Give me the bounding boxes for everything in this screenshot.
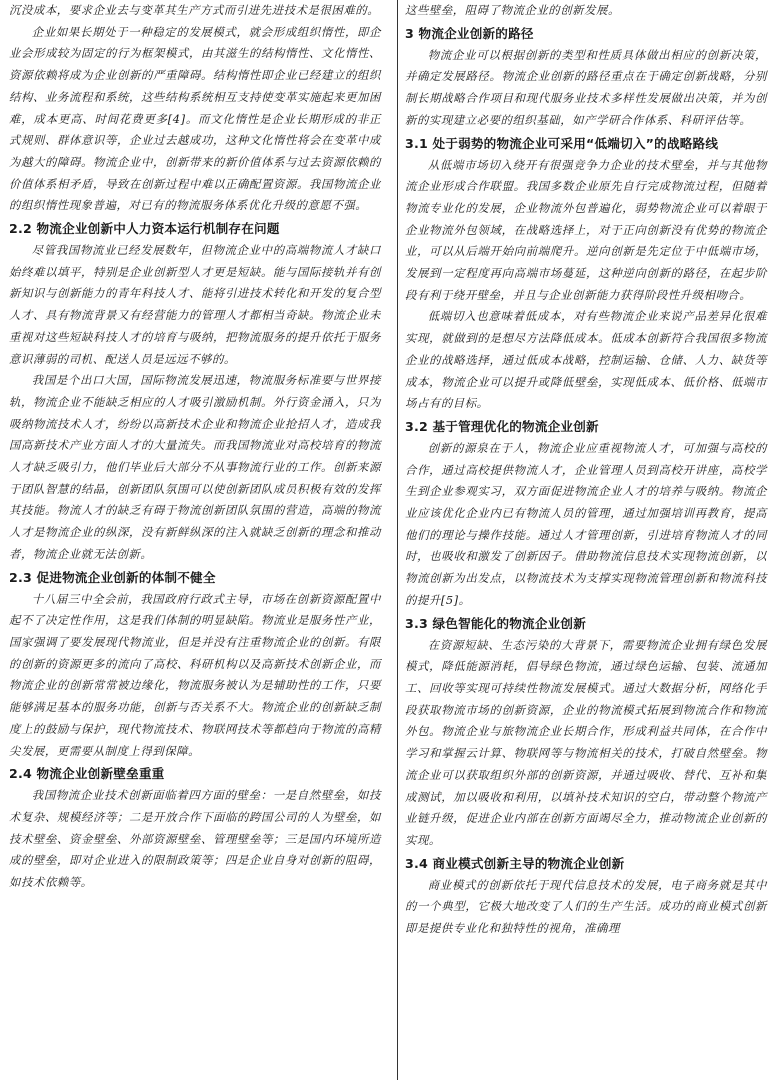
section-heading: 3.4 商业模式创新主导的物流企业创新: [405, 855, 625, 871]
section-heading: 2.3 促进物流企业创新的体制不健全: [9, 569, 216, 585]
paragraph: 物流企业可以根据创新的类型和性质具体做出相应的创新决策，并确定发展路径。物流企业创新的路径重点在于确定创新战略，分别制长期战略合作项目和现代服务业技术多样性发展做出决策，并为创新的实现建立必要的组织基础，如产学研合作体系、科研评估等。: [405, 47, 767, 127]
paragraph: 十八届三中全会前，我国政府行政式主导，市场在创新资源配置中起不了决定性作用，这是我们体制的明显缺陷。物流业是服务性产业，国家强调了要发展现代物流业，但是并没有注重物流企业的创新。有限的创新的资源更多的流向了高校、科研机构以及高新技术创新企业，而物流企业的创新常常被边缘化，物流服务被认为是辅助性的工作，只要能够满足基本的服务功能，创新与否关系不大。物流企业的创新缺乏制度上的鼓励与保护，现代物流技术、物联网技术等都趋向于物流的高精尖发展，更需要从制度上得到保障。: [9, 591, 381, 758]
paragraph: 我国是个出口大国，国际物流发展迅速，物流服务标准要与世界接轨，物流企业不能缺乏相应的人才吸引激励机制。外行资金涌入，只为吸纳物流技术人才，纷纷以高新技术企业和物流企业抢招人才，造成我国高新技术产业方面人才的大量流失。而我国物流业对高校培育的物流人才缺乏吸引力，他们毕业后大部分不从事物流行业的工作。创新来源于团队智慧的结晶，创新团队氛围可以使创新团队成员积极有效的发挥其技能。物流人才的缺乏有碍于物流创新团队氛围的营造，高端的物流人才是物流企业的纵深，没有新鲜纵深的注入就缺乏创新的理念和推动者，物流企业就无法创新。: [9, 373, 381, 561]
section-heading: 2.4 物流企业创新壁垒重重: [9, 766, 165, 782]
paragraph: 从低端市场切入绕开有很强竞争力企业的技术壁垒，并与其他物流企业形成合作联盟。我国多数企业原先自行完成物流过程，但随着物流专业化的发展，企业物流外包普遍化，弱势物流企业可以着眼于企业物流外包领域，在战略选择上，对于正向创新没有优势的物流企业，可以从后端开始向前端爬升。逆向创新是先定位于中低端市场，发展到一定程度再向高端市场蔓延，这种逆向创新的路径，在起步阶段有利于绕开壁垒，并且与企业创新能力获得阶段性升级相吻合。: [405, 157, 767, 302]
paragraph: 尽管我国物流业已经发展数年，但物流企业中的高端物流人才缺口始终难以填平，特别是企业创新型人才更是短缺。能与国际接轨并有创新知识与创新能力的青年科技人才、能将引进技术转化和开发的复合型人才、具有物流背景又有经营能力的管理人才都相当奇缺。物流企业未重视对这些短缺科技人才的培育与吸纳，把物流服务的提升依托于服务意识薄弱的司机、配送人员是远远不够的。: [9, 243, 381, 366]
section-heading: 3.1 处于弱势的物流企业可采用“低端切入”的战略路线: [405, 135, 719, 151]
paragraph: 这些壁垒，阻碍了物流企业的创新发展。: [405, 3, 620, 17]
section-heading: 2.2 物流企业创新中人力资本运行机制存在问题: [9, 221, 280, 237]
section-heading: 3 物流企业创新的路径: [405, 25, 534, 41]
left-column: [9, 0, 381, 894]
paragraph: 沉没成本，要求企业去与变革其生产方式而引进先进技术是很困难的。: [9, 3, 380, 17]
paragraph: 创新的源泉在于人，物流企业应重视物流人才，可加强与高校的合作，通过高校提供物流人才，企业管理人员到高校开讲座，高校学生到企业参观实习，双方面促进物流企业人才的培养与吸纳。物流企业应该优化企业内已有物流人员的管理，通过加强培训再教育，提高他们的理论与操作技能。通过人才管理创新，引进培育物流人才的同时，也吸收和激发了创新因子。借助物流信息技术实现物流创新，以物流创新为出发点，以物流技术为支撑实现物流管理创新和物流科技的提升[5]。: [405, 440, 767, 607]
paragraph: 在资源短缺、生态污染的大背景下，需要物流企业拥有绿色发展模式，降低能源消耗，倡导绿色物流，通过绿色运输、包装、流通加工、回收等实现可持续性物流发展模式。通过大数据分析，网络化手段获取物流市场的创新资源，企业的物流模式拓展到物流合作和物流外包。物流企业与旅物流企业长期合作，形成利益共同体，在合作中学习和掌握云计算、物联网等与物流相关的技术，打破自然壁垒。物流企业可以获取组织外部的创新资源，并通过吸收、替代、互补和集成测试，加以吸收和利用，以填补技术知识的空白，带动整个物流产业链升级，促进企业内部在创新方面竭尽全力，推动物流企业创新的实现。: [405, 637, 767, 847]
paragraph: 低端切入也意味着低成本，对有些物流企业来说产品差异化很难实现，就做到的是想尽方法降低成本。低成本创新符合我国很多物流企业的战略选择，通过低成本战略，控制运输、仓储、人力、缺货等成本，物流企业可以提升或降低壁垒，实现低成本、低价格、低端市场占有的目标。: [405, 309, 767, 411]
paragraph: 企业如果长期处于一种稳定的发展模式，就会形成组织惰性，即企业会形成较为固定的行为框架模式，由其滋生的结构惰性、文化惰性、资源依赖将成为企业创新的严重障碍。结构惰性即企业已经建立的组织结构、业务流程和系统，这些结构系统相互支持使变革实施起来更加困难，成本更高、时间花费更多[4]。而文化惰性是企业长期形成的非正式规则、群体意识等，企业过去越成功，这种文化惰性将会在变革中成为越大的障碍。物流企业中，创新带来的新价值体系与过去资源依赖的价值体系相矛盾，导致在创新过程中难以正确配置资源。我国物流企业的组织惰性现象普遍，对已有的物流服务体系优化升级的意愿不强。: [9, 24, 381, 213]
section-heading: 3.2 基于管理优化的物流企业创新: [405, 418, 599, 434]
section-heading: 3.3 绿色智能化的物流企业创新: [405, 615, 587, 631]
paragraph: 商业模式的创新依托于现代信息技术的发展，电子商务就是其中的一个典型，它极大地改变了人们的生产生活。成功的商业模式创新即是提供专业化和独特性的视角，准确理: [405, 877, 767, 936]
right-column: [405, 0, 767, 940]
paragraph: 我国物流企业技术创新面临着四方面的壁垒：一是自然壁垒，如技术复杂、规模经济等；二是开放合作下面临的跨国公司的人为壁垒，如技术壁垒、资金壁垒、外部资源壁垒、管理壁垒等；三是国内环境所造成的壁垒，即对企业进入的限制政策等；四是企业自身对创新的阻碍，如技术依赖等。: [9, 788, 381, 890]
column-divider: [397, 0, 398, 1080]
